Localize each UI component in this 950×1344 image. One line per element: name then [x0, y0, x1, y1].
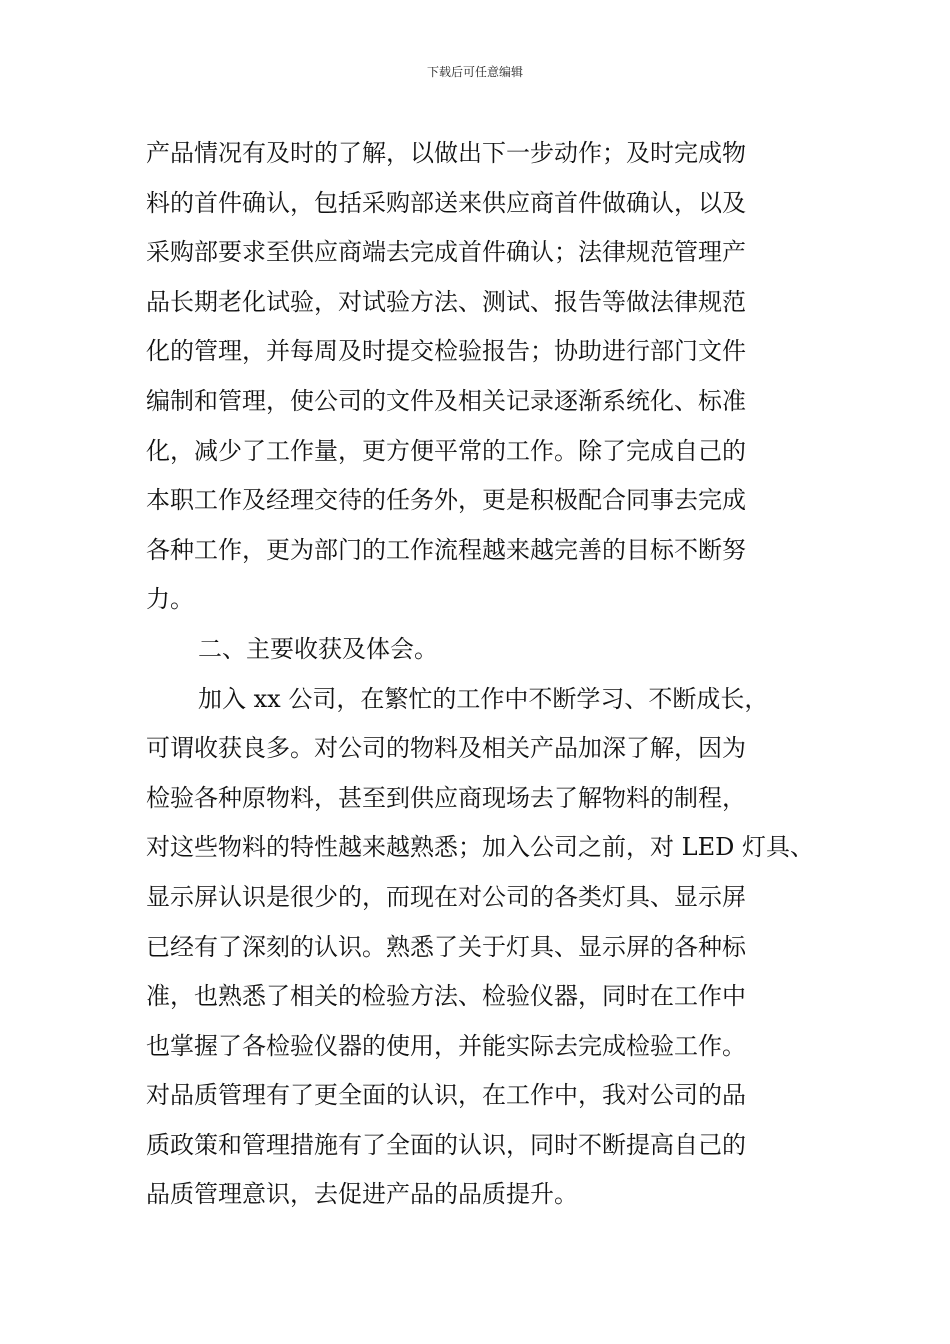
paragraph-line: 本职工作及经理交待的任务外，更是积极配合同事去完成: [146, 486, 746, 515]
paragraph-line: 对这些物料的特性越来越熟悉；加入公司之前，对 LED 灯具、: [146, 833, 814, 862]
paragraph-line: 也掌握了各检验仪器的使用，并能实际去完成检验工作。: [146, 1031, 746, 1060]
paragraph-line: 产品情况有及时的了解，以做出下一步动作；及时完成物: [146, 139, 746, 167]
paragraph-line: 已经有了深刻的认识。熟悉了关于灯具、显示屏的各种标: [146, 932, 746, 961]
paragraph-line: 编制和管理，使公司的文件及相关记录逐渐系统化、标准: [146, 386, 746, 415]
paragraph-line: 可谓收获良多。对公司的物料及相关产品加深了解，因为: [146, 734, 746, 763]
document-body: [146, 129, 816, 1220]
paragraph-line: 显示屏认识是很少的，而现在对公司的各类灯具、显示屏: [146, 882, 746, 911]
paragraph-line: 品质管理意识，去促进产品的品质提升。: [146, 1180, 578, 1209]
section-heading: 二、主要收获及体会。: [198, 634, 438, 663]
paragraph-line: 化的管理，并每周及时提交检验报告；协助进行部门文件: [146, 337, 746, 366]
paragraph-line: 对品质管理有了更全面的认识，在工作中，我对公司的品: [146, 1081, 746, 1110]
paragraph-line: 采购部要求至供应商端去完成首件确认；法律规范管理产: [146, 238, 746, 267]
paragraph-line: 各种工作，更为部门的工作流程越来越完善的目标不断努: [146, 535, 746, 564]
paragraph-line: 加入 xx 公司，在繁忙的工作中不断学习、不断成长，: [198, 684, 769, 713]
page-header: 下载后可任意编辑: [426, 65, 523, 79]
paragraph-line: 准，也熟悉了相关的检验方法、检验仪器，同时在工作中: [146, 982, 746, 1011]
paragraph-line: 化，减少了工作量，更方便平常的工作。除了完成自己的: [146, 436, 746, 465]
paragraph-line: 力。: [146, 585, 194, 614]
paragraph-line: 质政策和管理措施有了全面的认识，同时不断提高自己的: [146, 1130, 746, 1159]
paragraph-line: 品长期老化试验，对试验方法、测试、报告等做法律规范: [146, 287, 746, 316]
paragraph-line: 检验各种原物料，甚至到供应商现场去了解物料的制程，: [146, 783, 746, 812]
paragraph-line: 料的首件确认，包括采购部送来供应商首件做确认，以及: [146, 188, 746, 217]
